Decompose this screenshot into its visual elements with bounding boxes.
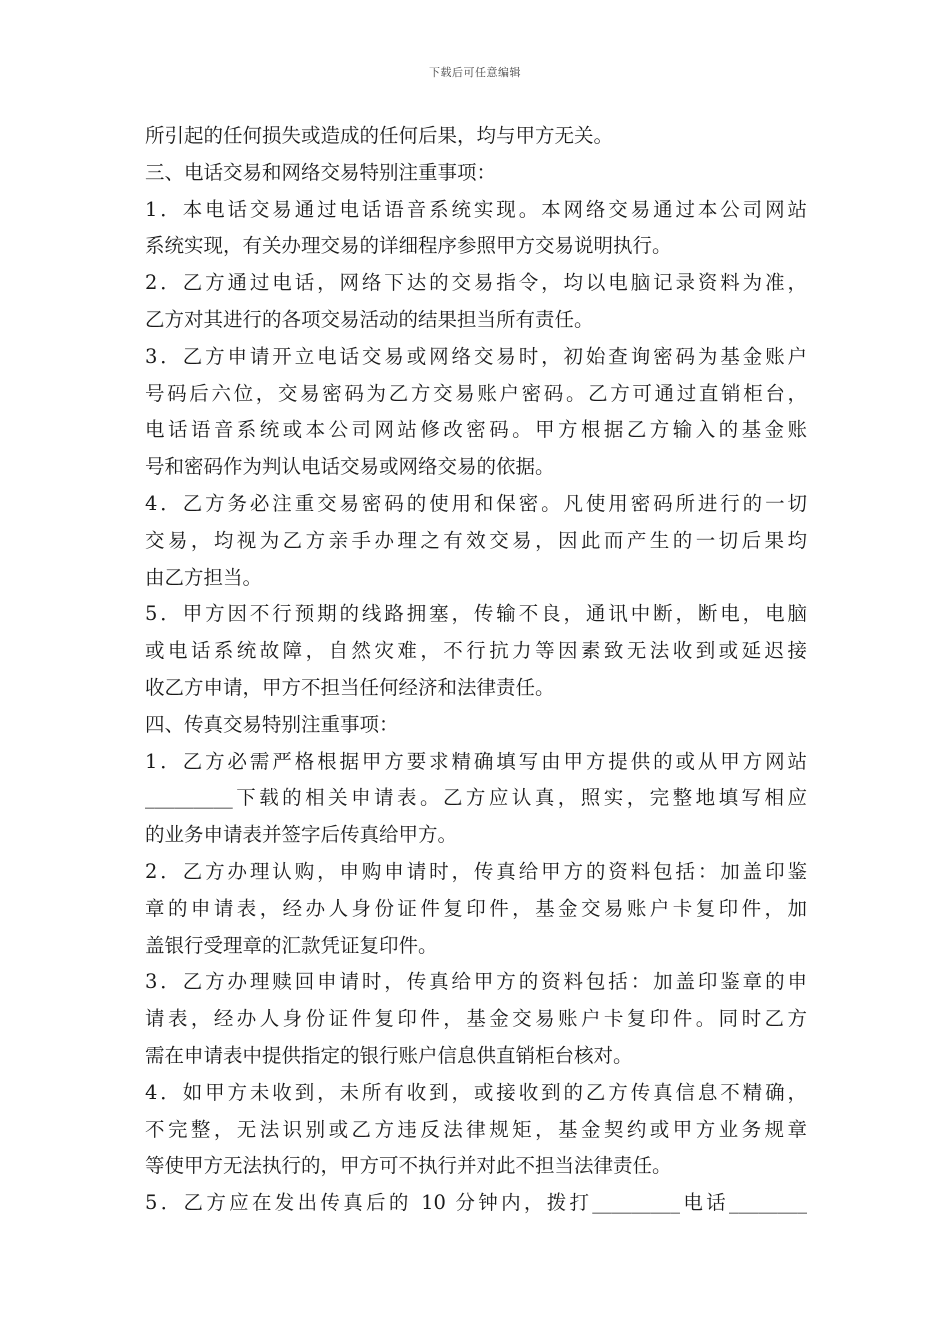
text-line: 四、传真交易特别注重事项： bbox=[145, 712, 399, 736]
text-line: 1．乙方必需严格根据甲方要求精确填写由甲方提供的或从甲方网站 bbox=[145, 749, 807, 773]
text-line: 号码后六位，交易密码为乙方交易账户密码。乙方可通过直销柜台， bbox=[145, 381, 807, 405]
text-line: _________下载的相关申请表。乙方应认真，照实，完整地填写相应 bbox=[145, 786, 807, 810]
text-line: 章的申请表，经办人身份证件复印件，基金交易账户卡复印件，加 bbox=[145, 896, 807, 920]
text-line: 5．甲方因不行预期的线路拥塞，传输不良，通讯中断，断电，电脑 bbox=[145, 602, 807, 626]
text-line: 或电话系统故障，自然灾难，不行抗力等因素致无法收到或延迟接 bbox=[145, 639, 807, 663]
page-header: 下载后可任意编辑 bbox=[429, 66, 521, 79]
text-line: 2．乙方办理认购，申购申请时，传真给甲方的资料包括：加盖印鉴 bbox=[145, 859, 807, 883]
text-line: 请表，经办人身份证件复印件，基金交易账户卡复印件。同时乙方 bbox=[145, 1007, 807, 1031]
text-line: 1．本电话交易通过电话语音系统实现。本网络交易通过本公司网站 bbox=[145, 197, 807, 221]
text-line: 由乙方担当。 bbox=[145, 565, 263, 589]
text-line: 不完整，无法识别或乙方违反法律规矩，基金契约或甲方业务规章 bbox=[145, 1117, 807, 1141]
text-line: 乙方对其进行的各项交易活动的结果担当所有责任。 bbox=[145, 307, 594, 331]
text-line: 等使甲方无法执行的，甲方可不执行并对此不担当法律责任。 bbox=[145, 1154, 672, 1178]
text-line: 3．乙方申请开立电话交易或网络交易时，初始查询密码为基金账户 bbox=[145, 344, 807, 368]
document-body bbox=[145, 118, 807, 1222]
text-line: 需在申请表中提供指定的银行账户信息供直销柜台核对。 bbox=[145, 1043, 633, 1067]
text-line: 系统实现，有关办理交易的详细程序参照甲方交易说明执行。 bbox=[145, 234, 672, 258]
text-line: 5．乙方应在发出传真后的 10 分钟内，拨打_________电话________ bbox=[145, 1191, 807, 1215]
text-line: 所引起的任何损失或造成的任何后果，均与甲方无关。 bbox=[145, 124, 614, 147]
text-line: 的业务申请表并签字后传真给甲方。 bbox=[145, 823, 458, 847]
text-line: 电话语音系统或本公司网站修改密码。甲方根据乙方输入的基金账 bbox=[145, 418, 807, 442]
text-line: 收乙方申请，甲方不担当任何经济和法律责任。 bbox=[145, 675, 555, 699]
text-line: 号和密码作为判认电话交易或网络交易的依据。 bbox=[145, 455, 555, 479]
text-line: 2．乙方通过电话，网络下达的交易指令，均以电脑记录资料为准， bbox=[145, 271, 807, 295]
text-line: 三、电话交易和网络交易特别注重事项： bbox=[145, 160, 497, 184]
text-line: 3．乙方办理赎回申请时，传真给甲方的资料包括：加盖印鉴章的申 bbox=[145, 970, 807, 994]
text-line: 4．乙方务必注重交易密码的使用和保密。凡使用密码所进行的一切 bbox=[145, 491, 807, 515]
text-line: 交易，均视为乙方亲手办理之有效交易，因此而产生的一切后果均 bbox=[145, 528, 807, 552]
text-line: 盖银行受理章的汇款凭证复印件。 bbox=[145, 933, 438, 957]
text-line: 4．如甲方未收到，未所有收到，或接收到的乙方传真信息不精确， bbox=[145, 1080, 807, 1104]
